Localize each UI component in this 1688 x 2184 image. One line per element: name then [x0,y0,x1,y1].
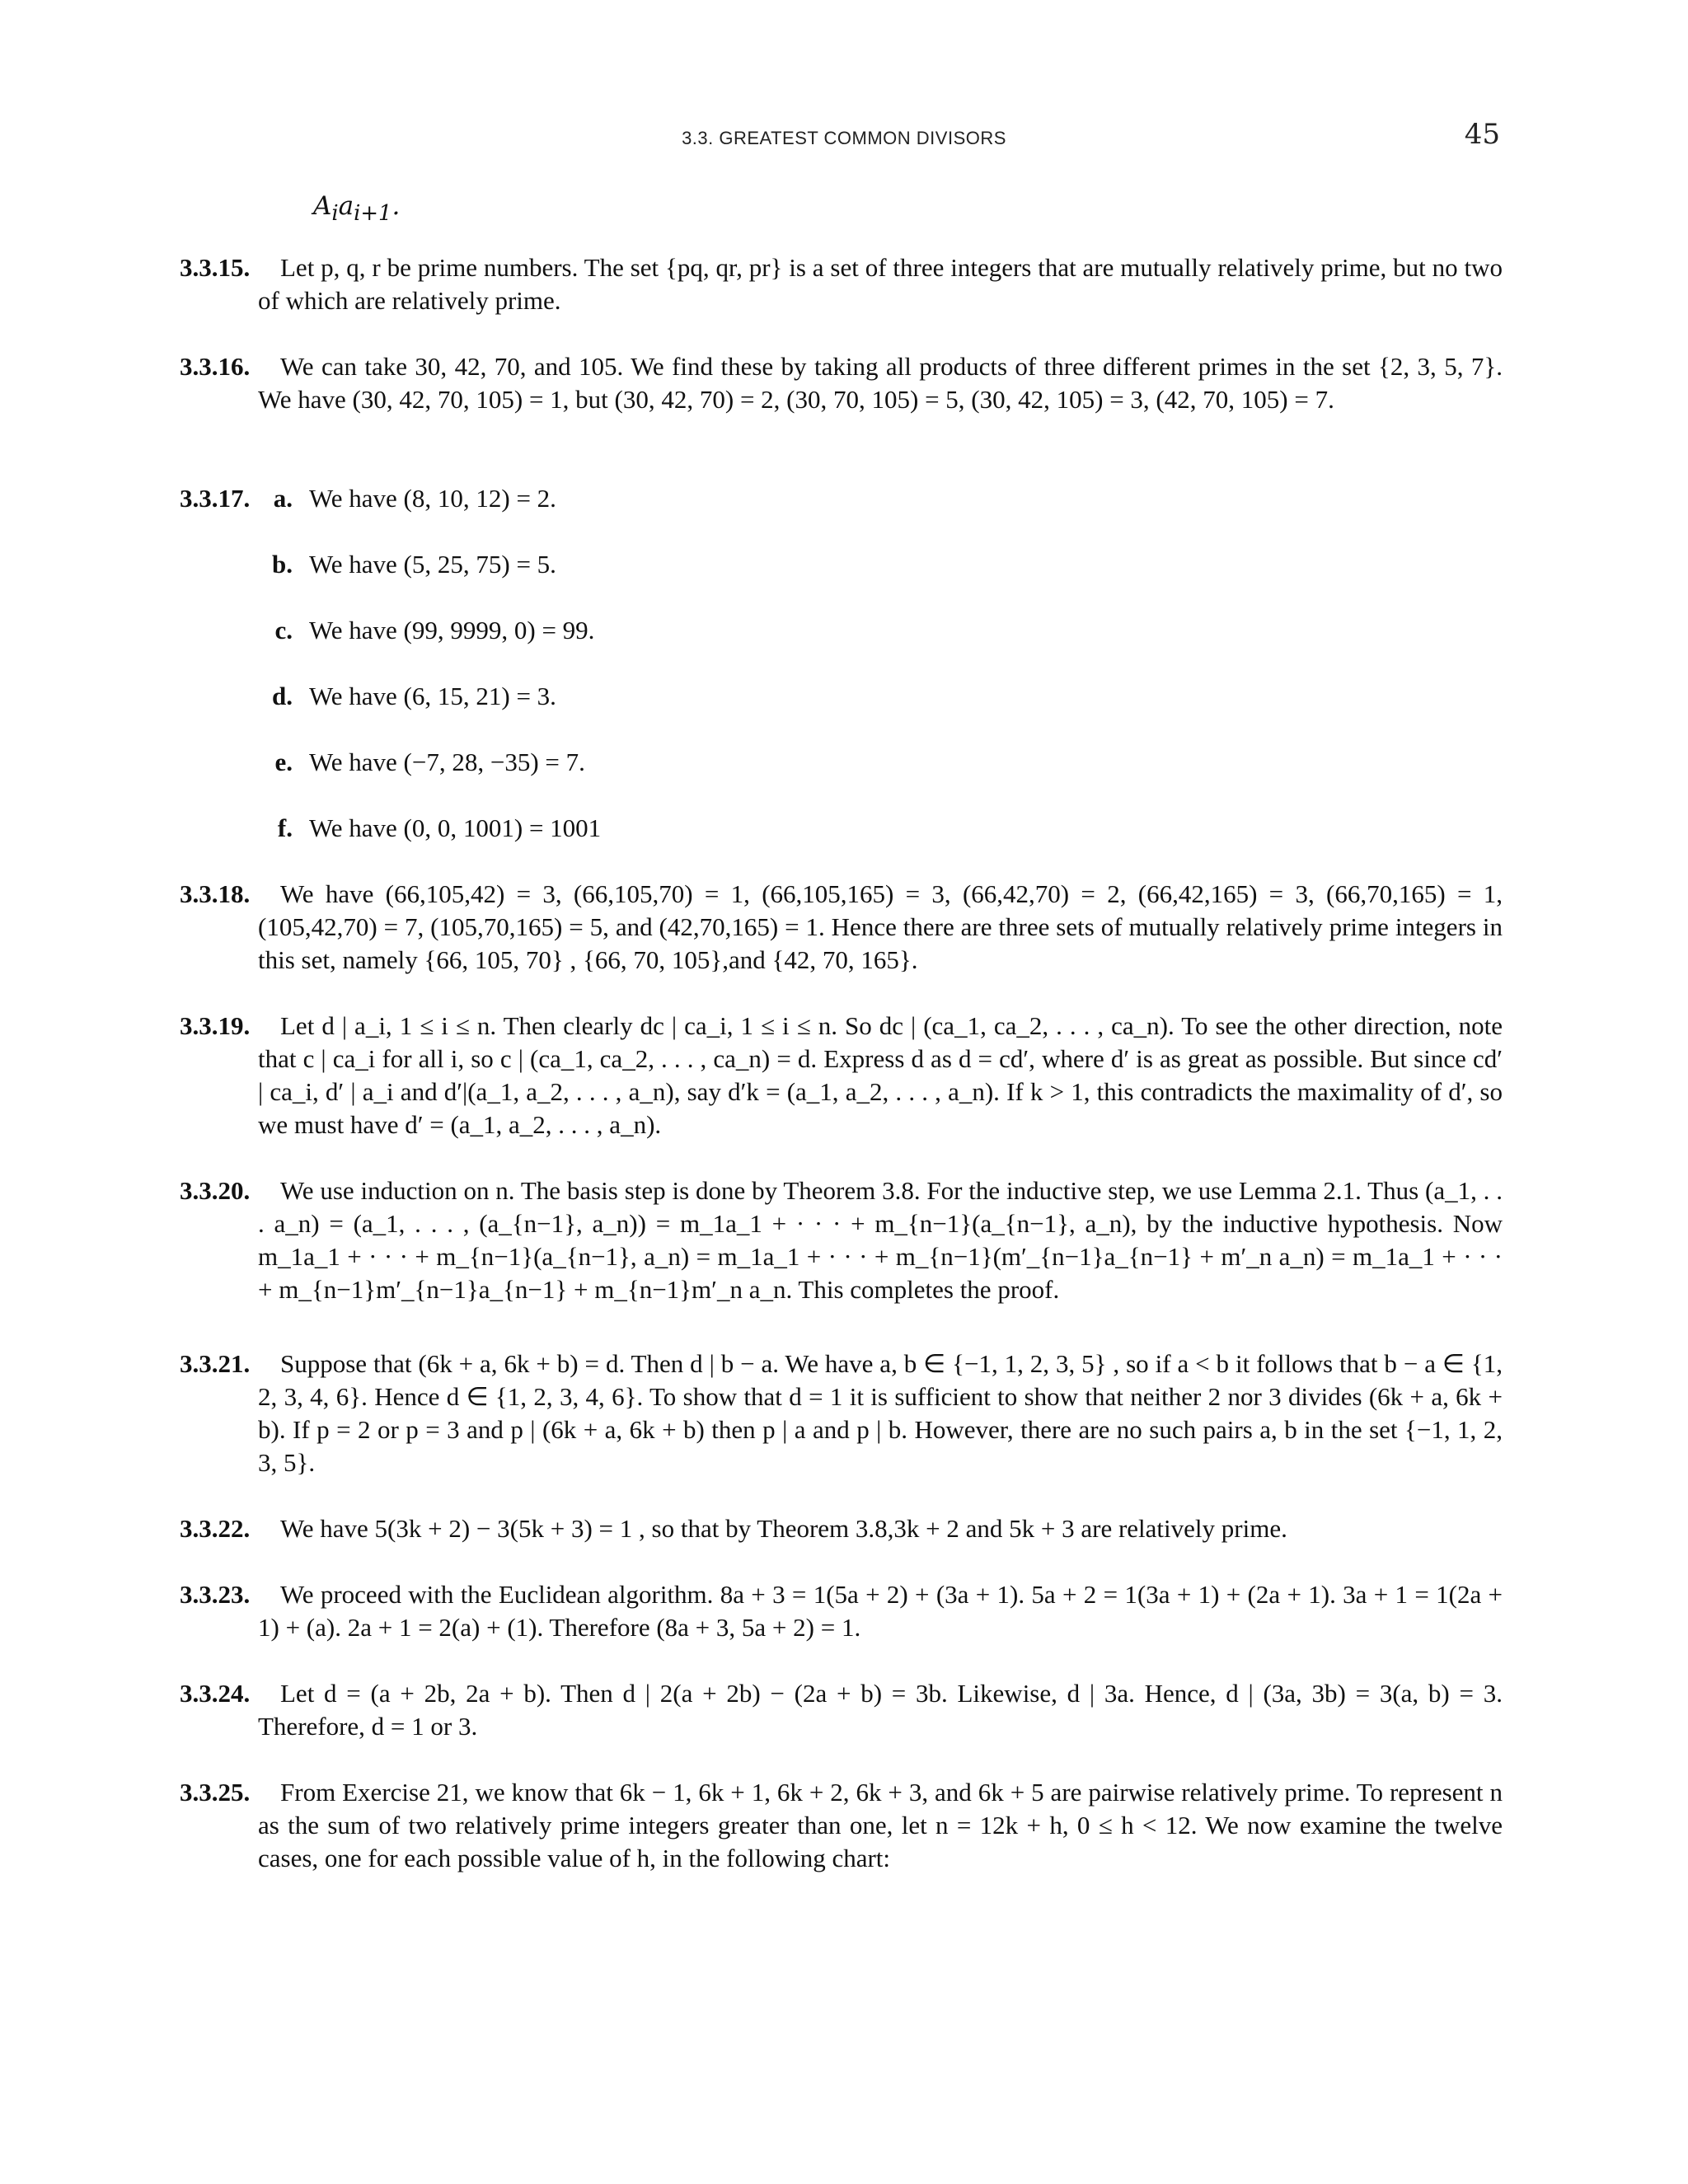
continuation-line: $A_ia_{i+1}$. [313,191,401,227]
exercise-number: 3.3.18. [180,879,251,908]
exercise-number: 3.3.19. [180,1011,251,1040]
exercise-text: Let d = (a + 2b, 2a + b). Then d | 2(a + 2b) − (2a + b) = 3b. Likewise, d | 3a. Hence, d | (3a, 3b) = 3(a, b) = 3. Therefore, d = 1 or 3. [258,1679,1503,1741]
page-number: 45 [1464,118,1500,151]
exercise-text: We have 5(3k + 2) − 3(5k + 3) = 1 , so that by Theorem 3.8,3k + 2 and 5k + 3 are relatively prime. [280,1514,1287,1543]
exercise-part-d [258,680,1494,713]
part-label: b. [272,550,293,579]
exercise-3-3-20 [180,1174,1503,1306]
exercise-text: We use induction on n. The basis step is done by Theorem 3.8. For the inductive step, we use Lemma 2.1. Thus (a_1, . . . a_n) = (a_1, . . . , (a_{n−1}, a_n)) = m_1a_1 + · · · + m_{n−1}(a_{n−1}, a_n), by the inductive hypothesis. Now m_1a_1 + · · · + m_{n−1}(a_{n−1}, a_n) = m_1a_1 + · · · + m_{n−1}(m′_{n−1}a_{n−1} + m′_n a_n) = m_1a_1 + · · · + m_{n−1}m′_{n−1}a_{n−1} + m_{n−1}m′_n a_n. This completes the proof. [258,1176,1503,1304]
exercise-number: 3.3.24. [180,1679,251,1708]
exercise-number: 3.3.23. [180,1580,251,1609]
exercise-3-3-21 [180,1347,1503,1479]
exercise-part-b [258,548,1494,581]
exercise-text: We proceed with the Euclidean algorithm. 8a + 3 = 1(5a + 2) + (3a + 1). 5a + 2 = 1(3a + 1) + (2a + 1). 3a + 1 = 1(2a + 1) + (a). 2a + 1 = 2(a) + (1). Therefore (8a + 3, 5a + 2) = 1. [258,1580,1503,1642]
part-label: f. [277,813,293,842]
exercise-part-c [258,614,1494,647]
exercise-number: 3.3.25. [180,1778,251,1807]
part-text: We have (6, 15, 21) = 3. [309,682,556,710]
exercise-number: 3.3.21. [180,1349,251,1378]
exercise-number: 3.3.16. [180,352,251,381]
exercise-number: 3.3.15. [180,253,251,282]
exercise-3-3-25 [180,1776,1503,1875]
part-text: We have (0, 0, 1001) = 1001 [309,813,602,842]
part-label: a. [273,484,293,513]
exercise-text: Suppose that (6k + a, 6k + b) = d. Then d | b − a. We have a, b ∈ {−1, 1, 2, 3, 5} , so if a < b it follows that b − a ∈ {1, 2, 3, 4, 6}. Hence d ∈ {1, 2, 3, 4, 6}. To show that d = 1 it is sufficient to show that neither 2 nor 3 divides (6k + a, 6k + b). If p = 2 or p = 3 and p | (6k + a, 6k + b) then p | a and p | b. However, there are no such pairs a, b in the set {−1, 1, 2, 3, 5}. [258,1349,1503,1477]
exercise-3-3-19 [180,1010,1503,1141]
exercise-part-a [258,482,1494,515]
exercise-3-3-15 [180,251,1503,317]
exercise-text: We have (66,105,42) = 3, (66,105,70) = 1, (66,105,165) = 3, (66,42,70) = 2, (66,42,165) = 3, (66,70,165) = 1, (105,42,70) = 7, (105,70,165) = 5, and (42,70,165) = 1. Hence there are three sets of mutually relatively prime integers in this set, namely {66, 105, 70} , {66, 70, 105},and {42, 70, 165}. [258,879,1503,974]
exercise-number: 3.3.20. [180,1176,251,1205]
exercise-text: Let d | a_i, 1 ≤ i ≤ n. Then clearly dc | ca_i, 1 ≤ i ≤ n. So dc | (ca_1, ca_2, . . . , ca_n). To see the other direction, note that c | ca_i for all i, so c | (ca_1, ca_2, . . . , ca_n) = d. Express d as d = cd′, where d′ is as great as possible. But since cd′ | ca_i, d′ | a_i and d′|(a_1, a_2, . . . , a_n), say d′k = (a_1, a_2, . . . , a_n). If k > 1, this contradicts the maximality of d′, so we must have d′ = (a_1, a_2, . . . , a_n). [258,1011,1503,1139]
exercise-3-3-23 [180,1578,1503,1644]
part-label: d. [272,682,293,710]
part-label: c. [274,616,293,644]
running-header-title: 3.3. GREATEST COMMON DIVISORS [682,128,1006,148]
exercise-3-3-16 [180,350,1503,416]
exercise-number: 3.3.22. [180,1514,251,1543]
exercise-number: 3.3.17. [180,484,251,513]
exercise-text: We can take 30, 42, 70, and 105. We find these by taking all products of three different primes in the set {2, 3, 5, 7}. We have (30, 42, 70, 105) = 1, but (30, 42, 70) = 2, (30, 70, 105) = 5, (30, 42, 105) = 3, (42, 70, 105) = 7. [258,352,1503,414]
part-text: We have (8, 10, 12) = 2. [309,484,556,513]
exercise-3-3-24 [180,1677,1503,1743]
exercise-part-e [258,746,1494,779]
exercise-part-f [258,812,1494,845]
exercise-3-3-18 [180,878,1503,977]
exercise-text: From Exercise 21, we know that 6k − 1, 6k + 1, 6k + 2, 6k + 3, and 6k + 5 are pairwise relatively prime. To represent n as the sum of two relatively prime integers greater than one, let n = 12k + h, 0 ≤ h < 12. We now examine the twelve cases, one for each possible value of h, in the following chart: [258,1778,1503,1872]
part-text: We have (99, 9999, 0) = 99. [309,616,595,644]
part-text: We have (5, 25, 75) = 5. [309,550,556,579]
exercise-3-3-22 [180,1512,1503,1545]
part-text: We have (−7, 28, −35) = 7. [309,748,585,776]
part-label: e. [274,748,293,776]
exercise-text: Let p, q, r be prime numbers. The set {pq, qr, pr} is a set of three integers that are mutually relatively prime, but no two of which are relatively prime. [258,253,1503,315]
